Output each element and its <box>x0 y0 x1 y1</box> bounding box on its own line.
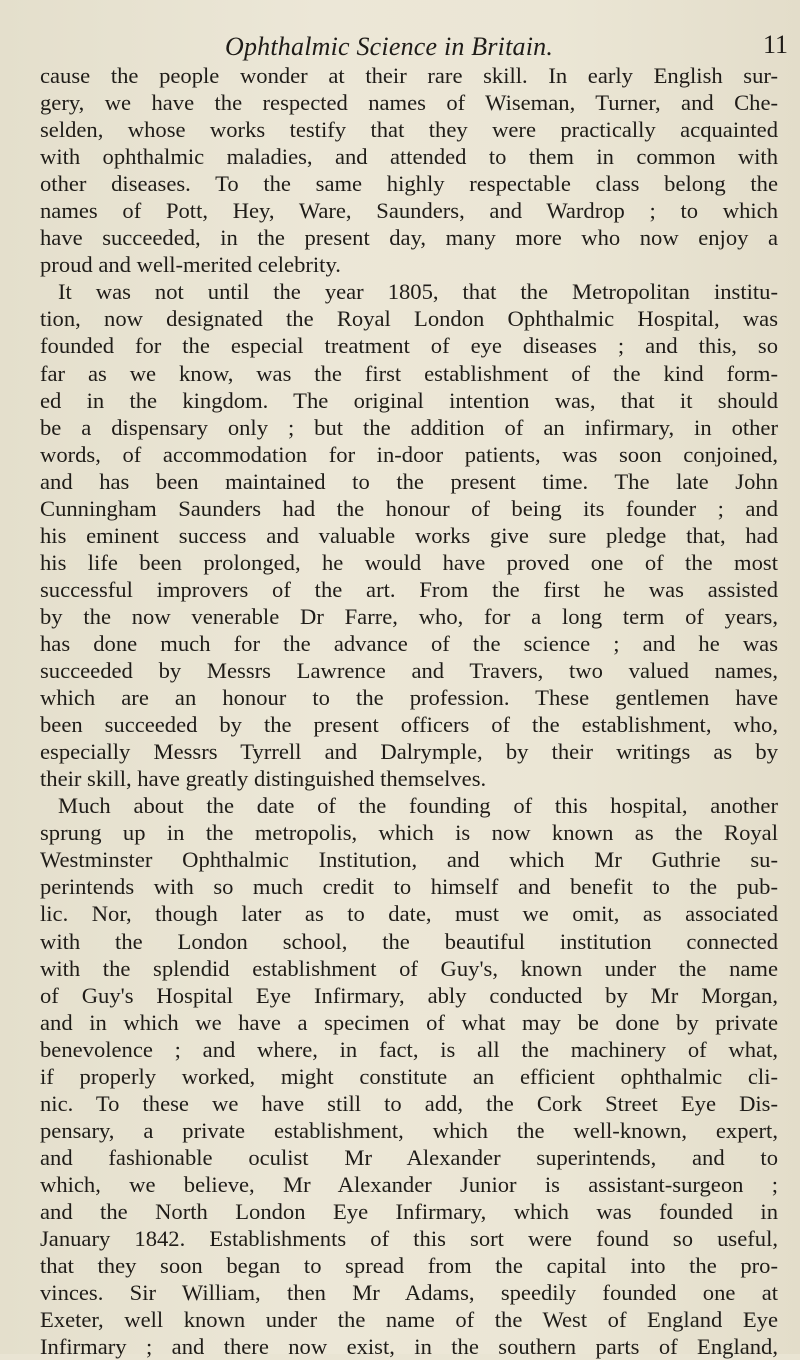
body-text <box>40 62 778 1360</box>
text-line: and the North London Eye Infirmary, which was founded in <box>40 1198 778 1224</box>
text-line: other diseases. To the same highly respectable class belong the <box>40 171 778 197</box>
text-line: names of Pott, Hey, Ware, Saunders, and Wardrop ; to which <box>40 198 778 224</box>
text-line: if properly worked, might constitute an efficient ophthalmic cli- <box>40 1063 778 1089</box>
text-line: pensary, a private establishment, which the well-known, expert, <box>40 1117 778 1143</box>
text-line: with ophthalmic maladies, and attended to them in common with <box>40 144 778 170</box>
text-line: be a dispensary only ; but the addition of an infirmary, in other <box>40 414 778 440</box>
text-line: and fashionable oculist Mr Alexander superintends, and to <box>40 1144 778 1170</box>
text-line: tion, now designated the Royal London Ophthalmic Hospital, was <box>40 306 778 332</box>
text-line: has done much for the advance of the science ; and he was <box>40 630 778 656</box>
text-line: gery, we have the respected names of Wiseman, Turner, and Che- <box>40 90 778 116</box>
text-line: have succeeded, in the present day, many more who now enjoy a <box>40 225 778 251</box>
text-line: Westminster Ophthalmic Institution, and which Mr Guthrie su- <box>40 847 778 873</box>
text-line: proud and well-merited celebrity. <box>40 252 341 278</box>
text-line: especially Messrs Tyrrell and Dalrymple, by their writings as by <box>40 739 778 765</box>
text-line: selden, whose works testify that they were practically acquainted <box>40 117 778 143</box>
text-line: Exeter, well known under the name of the West of England Eye <box>40 1307 778 1333</box>
text-line: far as we know, was the first establishment of the kind form- <box>40 360 778 386</box>
text-line: perintends with so much credit to himself and benefit to the pub- <box>40 874 778 900</box>
text-line: lic. Nor, though later as to date, must we omit, as associated <box>40 901 778 927</box>
text-line: sprung up in the metropolis, which is now known as the Royal <box>40 820 778 846</box>
text-line: words, of accommodation for in-door patients, was soon conjoined, <box>40 441 778 467</box>
text-line: succeeded by Messrs Lawrence and Travers, two valued names, <box>40 658 778 684</box>
text-line: Cunningham Saunders had the honour of being its founder ; and <box>40 495 778 521</box>
text-line: Infirmary ; and there now exist, in the southern parts of England, <box>40 1334 778 1360</box>
text-line: cause the people wonder at their rare skill. In early English sur- <box>40 63 778 88</box>
text-line: ed in the kingdom. The original intention was, that it should <box>40 387 778 413</box>
text-line: with the London school, the beautiful institution connected <box>40 928 778 954</box>
text-line: and has been maintained to the present time. The late John <box>40 468 778 494</box>
text-line: which, we believe, Mr Alexander Junior is assistant-surgeon ; <box>40 1171 778 1197</box>
text-line: by the now venerable Dr Farre, who, for a long term of years, <box>40 603 778 629</box>
text-line: his eminent success and valuable works give sure pledge that, had <box>40 522 778 548</box>
text-line: which are an honour to the profession. These gentlemen have <box>40 685 778 711</box>
text-line: his life been prolonged, he would have proved one of the most <box>40 549 778 575</box>
text-line: benevolence ; and where, in fact, is all the machinery of what, <box>40 1036 778 1062</box>
text-line: that they soon began to spread from the capital into the pro- <box>40 1253 778 1279</box>
text-line: with the splendid establishment of Guy's, known under the name <box>40 955 778 981</box>
text-line: and in which we have a specimen of what may be done by private <box>40 1009 778 1035</box>
page-number: 11 <box>763 30 789 59</box>
text-line: been succeeded by the present officers of the establishment, who, <box>40 712 778 738</box>
text-line: of Guy's Hospital Eye Infirmary, ably conducted by Mr Morgan, <box>40 982 778 1008</box>
text-line: It was not until the year 1805, that the Metropolitan institu- <box>58 279 778 305</box>
text-line: vinces. Sir William, then Mr Adams, speedily founded one at <box>40 1280 778 1306</box>
text-line: their skill, have greatly distinguished themselves. <box>40 766 487 792</box>
text-line: nic. To these we have still to add, the Cork Street Eye Dis- <box>40 1090 778 1116</box>
running-title: Ophthalmic Science in Britain. <box>225 32 554 61</box>
text-line: January 1842. Establishments of this sort were found so useful, <box>40 1226 778 1252</box>
text-line: founded for the especial treatment of eye diseases ; and this, so <box>40 333 778 359</box>
text-line: Much about the date of the founding of this hospital, another <box>58 793 778 819</box>
text-line: successful improvers of the art. From the first he was assisted <box>40 576 778 602</box>
